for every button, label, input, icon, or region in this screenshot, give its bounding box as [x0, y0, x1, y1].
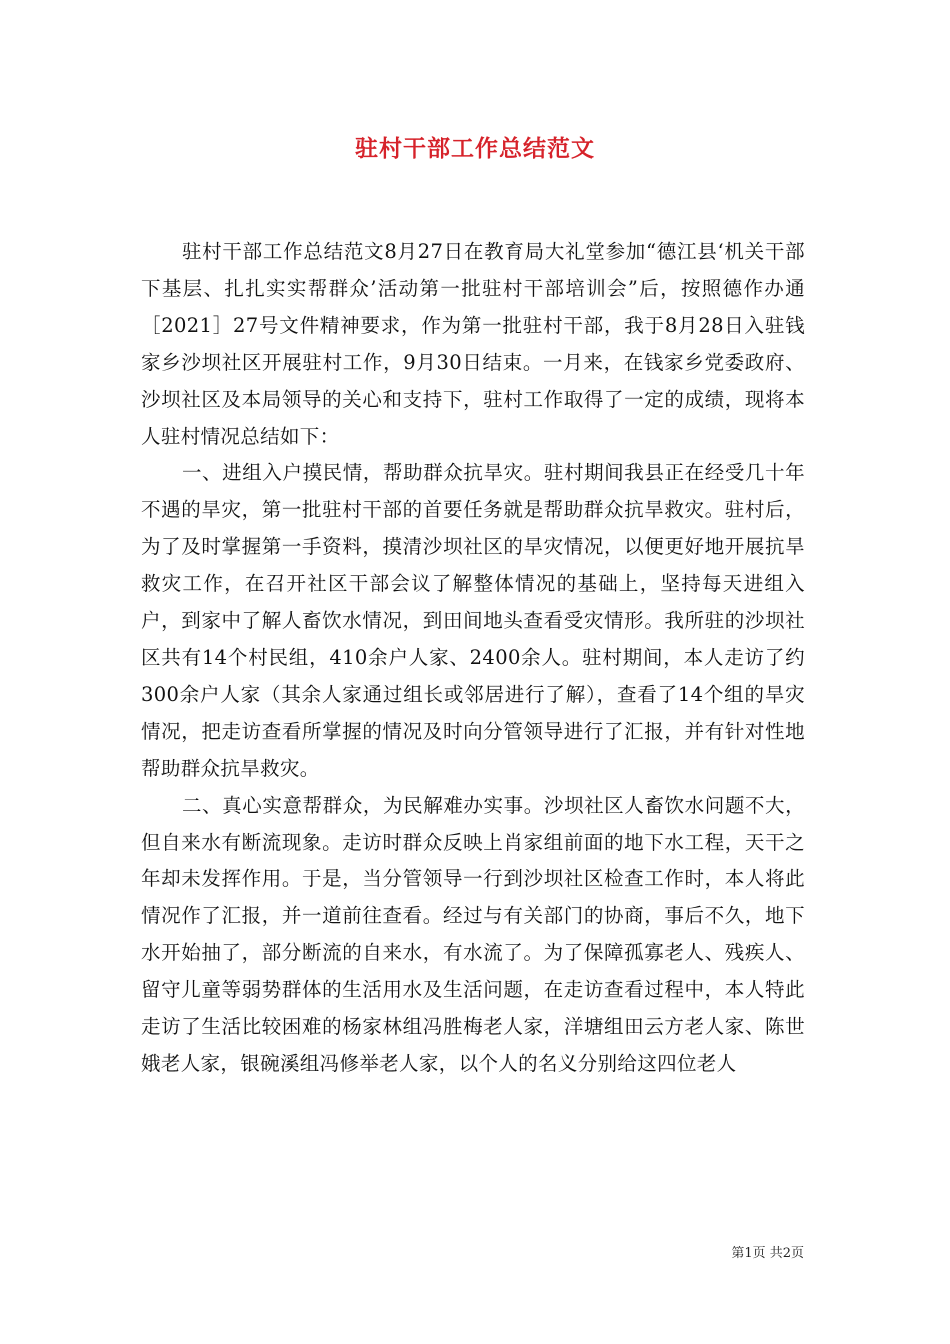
paragraph-section-2: 二、真心实意帮群众，为民解难办实事。沙坝社区人畜饮水问题不大，但自来水有断流现象。走访时群众反映上肖家组前面的地下水工程，天干之年却未发挥作用。于是，当分管领导一行到沙坝社区检查工作时，本人将此情况作了汇报，并一道前往查看。经过与有关部门的协商，事后不久，地下水开始抽了，部分断流的自来水，有水流了。为了保障孤寡老人、残疾人、留守儿童等弱势群体的生活用水及生活问题，在走访查看过程中，本人特此走访了生活比较困难的杨家林组冯胜梅老人家，洋塘组田云方老人家、陈世娥老人家，银碗溪组冯修举老人家，以个人的名义分别给这四位老人 [141, 793, 805, 1075]
document-body [141, 234, 805, 1083]
paragraph-section-1: 一、进组入户摸民情，帮助群众抗旱灾。驻村期间我县正在经受几十年不遇的旱灾，第一批驻村干部的首要任务就是帮助群众抗旱救灾。驻村后，为了及时掌握第一手资料，摸清沙坝社区的旱灾情况，以便更好地开展抗旱救灾工作，在召开社区干部会议了解整体情况的基础上，坚持每天进组入户，到家中了解人畜饮水情况，到田间地头查看受灾情形。我所驻的沙坝社区共有14个村民组，410余户人家、2400余人。驻村期间，本人走访了约300余户人家（其余人家通过组长或邻居进行了解），查看了14个组的旱灾情况，把走访查看所掌握的情况及时向分管领导进行了汇报，并有针对性地帮助群众抗旱救灾。 [141, 461, 805, 780]
paragraph-intro: 驻村干部工作总结范文8月27日在教育局大礼堂参加“德江县‘机关干部下基层、扎扎实实帮群众’活动第一批驻村干部培训会”后，按照德作办通［2021］27号文件精神要求，作为第一批驻村干部，我于8月28日入驻钱家乡沙坝社区开展驻村工作，9月30日结束。一月来，在钱家乡党委政府、沙坝社区及本局领导的关心和支持下，驻村工作取得了一定的成绩，现将本人驻村情况总结如下： [141, 240, 805, 448]
page-number-footer: 第1页 共2页 [731, 1246, 804, 1261]
document-title: 驻村干部工作总结范文 [355, 135, 595, 162]
